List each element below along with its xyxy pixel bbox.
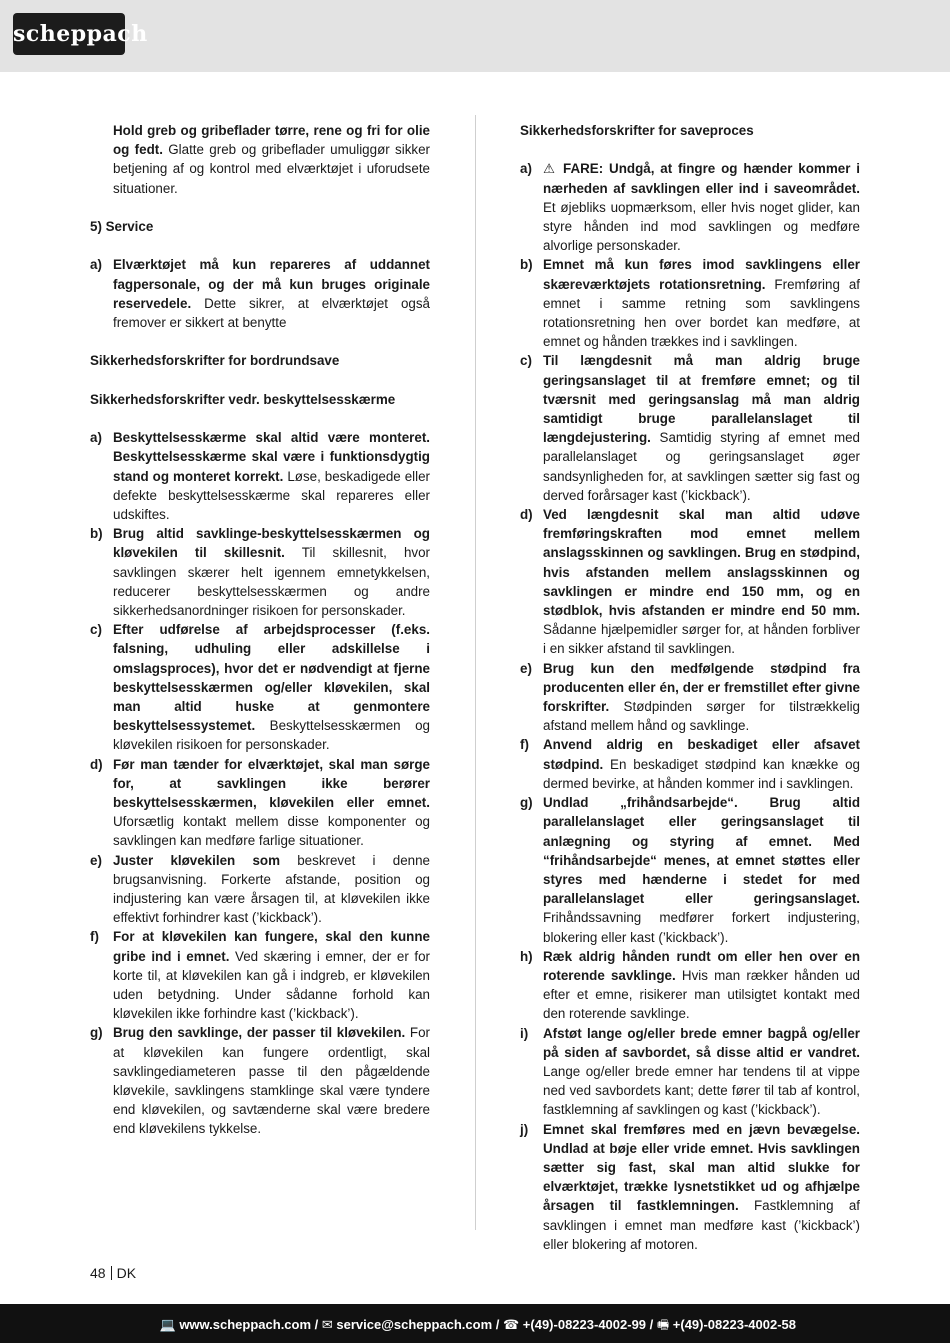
list-item-a: a) Beskyttelsesskærme skal altid være monteret. Beskyttelsesskærme skal være i funktionsdygtig stand og monteret korrekt. Løse, beskadigede eller defekte beskyttelsesskærme skal repareres eller udskiftes. bbox=[90, 430, 430, 522]
page-language: DK bbox=[116, 1265, 137, 1281]
list-item-e: e) Juster kløvekilen som beskrevet i denne brugsanvisning. Forkerte afstande, position og indjustering kan være årsagen til, at kløvekilen ikke effektivt forhindrer kast (’kickback’). bbox=[90, 852, 430, 926]
computer-icon: 💻 bbox=[159, 1317, 176, 1332]
service-item-a: a) Elværktøjet må kun repareres af uddannet fagpersonale, og der må kun bruges originale reservedele. Dette sikrer, at elværktøjet også fremover er sikkert at benytte bbox=[90, 257, 430, 330]
intro-bold: Hold greb og gribeflader tørre, rene og fri for olie og fedt. bbox=[113, 123, 430, 158]
column-divider bbox=[475, 115, 476, 1230]
list-item-c: c) Til længdesnit må man aldrig bruge geringsanslaget til at fremføre emnet; og til tværsnit med geringsanslag må man aldrig samtidigt bruge parallelanslaget til længdejustering. Samtidig styring af emnet med parallelanslaget og geringsanslaget øger sandsynligheden for, at savklingen sætter sig fast og derved forårsager kast (’kickback’). bbox=[520, 353, 860, 503]
list-item-d: d) Ved længdesnit skal man altid udøve fremføringskraften mod emnet mellem anslagsskinnen og savklingen. Brug en stødpind, hvis afstanden mellem anslagsskinnen og savklingen er mindre end 150 mm, og en stødblok, hvis afstanden er mindre end 50 mm. Sådanne hjælpemidler sørger for, at hånden forbliver i en sikker afstand til savklingen. bbox=[520, 507, 860, 657]
intro-paragraph bbox=[90, 121, 430, 198]
warning-icon: ⚠ bbox=[543, 161, 558, 177]
footer-website-link[interactable]: www.scheppach.com / bbox=[175, 1317, 322, 1332]
section-heading-beskyttelsesskaerme: Sikkerhedsforskrifter vedr. beskyttelsesskærme bbox=[90, 391, 396, 407]
list-item-f: f) Anvend aldrig en beskadiget eller afsavet stødpind. En beskadiget stødpind kan knække og dermed bevirke, at hånden kommer ind i savklingen. bbox=[520, 737, 860, 791]
list-item-h: h) Ræk aldrig hånden rundt om eller hen over en roterende savklinge. Hvis man rækker hånden ud efter et emne, risikerer man utilsigtet kontakt med den roterende savklinge. bbox=[520, 948, 860, 1022]
mail-icon: ✉ bbox=[321, 1317, 333, 1332]
fax-icon: 🖷 bbox=[656, 1317, 670, 1332]
page-header bbox=[0, 0, 950, 72]
footer-fax: +(49)-08223-4002-58 bbox=[669, 1317, 796, 1332]
footer-email-link[interactable]: service@scheppach.com / bbox=[332, 1317, 503, 1332]
left-column bbox=[90, 121, 430, 1139]
list-item-i: i) Afstøt lange og/eller brede emner bagpå og/eller på siden af savbordet, så disse altid er vandret. Lange og/eller brede emner har tendens til at vippe ned ved savbordets kant; dette fører til tab af kontrol, fastklemning af savklingen og kast (’kickback’). bbox=[520, 1025, 860, 1118]
item-label: a) bbox=[90, 257, 102, 273]
list-item-g: g) Brug den savklinge, der passer til kløvekilen. For at kløvekilen kan fungere ordentligt, skal savklingediameteren passe til den pågældende kløvekile, savklingens stamklinge skal være tyndere end kløvekilen, og savtænderne skal være bredere end kløvekilens tykkelse. bbox=[90, 1025, 430, 1137]
right-column bbox=[520, 121, 860, 1254]
list-item-b: b) Emnet må kun føres imod savklingens eller skæreværktøjets rotationsretning. Fremføring af emnet i samme retning som savklingens rotationsretning hen over bordet kan medføre, at emnet og hånden trækkes ind i savklingen. bbox=[520, 257, 860, 350]
scheppach-logo: scheppach bbox=[13, 13, 125, 55]
section-heading-saveproces: Sikkerhedsforskrifter for saveproces bbox=[520, 123, 754, 138]
section-heading-bordrundsave: Sikkerhedsforskrifter for bordrundsave bbox=[90, 353, 340, 369]
page-number bbox=[90, 1265, 136, 1281]
list-item-f: f) For at kløvekilen kan fungere, skal den kunne gribe ind i emnet. Ved skæring i emner, der er for korte til, at kløvekilen kan gå i indgreb, er kløvekilen uden betydning. Under sådanne forhold kan kløvekilen ikke forhindre kast (’kickback’). bbox=[90, 929, 430, 1022]
page-number-value: 48 bbox=[90, 1265, 106, 1281]
list-item-e: e) Brug kun den medfølgende stødpind fra producenten eller én, der er fremstillet efter givne forskrifter. Stødpinden sørger for tilstrækkelig afstand mellem hånd og savklinge. bbox=[520, 660, 860, 734]
list-item-g: g) Undlad „frihåndsarbejde“. Brug altid parallelanslaget eller geringsanslaget til anlægning og styring af emnet. Med “frihåndsarbejde“ menes, at emnet støttes eller styres med hænderne i stedet for med parallelanslaget eller geringsanslaget. Frihåndssavning medfører forkert indjustering, blokering eller kast (’kickback’). bbox=[520, 795, 860, 945]
list-item-j: j) Emnet skal fremføres med en jævn bevægelse. Undlad at bøje eller vride emnet. Hvis savklingen sætter sig fast, skal man altid slukke for elværktøjet, trække lysnetstikket ud og afhjælpe årsagen til fastklemningen. Fastklemning af savklingen i emnet man medføre kast (’kickback’) eller blokering af motoren. bbox=[520, 1121, 860, 1252]
page-number-separator bbox=[111, 1266, 112, 1280]
phone-icon: ☎ bbox=[502, 1317, 520, 1332]
footer-contact bbox=[160, 1316, 796, 1338]
list-item-a: a) ⚠ FARE: Undgå, at fingre og hænder kommer i nærheden af savklingen eller ind i saveområdet. Et øjebliks uopmærksom, eller hvis noget glider, kan styre hånden ind mod savklingen og medføre alvorlige personskader. bbox=[520, 161, 860, 254]
list-item-d: d) Før man tænder for elværktøjet, skal man sørge for, at savklingen ikke berører beskyttelsesskærmen, kløvekilen eller emnet. Uforsætlig kontakt mellem disse komponenter og savklingen kan medføre farlige situationer. bbox=[90, 756, 430, 849]
intro-text: Glatte greb og gribeflader umuliggør sikker betjening af og kontrol med elværktøjet i uforudsete situationer. bbox=[113, 142, 430, 196]
list-item-c: c) Efter udførelse af arbejdsprocesser (f.eks. falsning, udhuling eller adskillelse i omslagsproces), hvor det er nødvendigt at fjerne beskyttelsesskærmen og/eller kløvekilen, skal man altid huske at genmontere beskyttelsessystemet. Beskyttelsesskærmen og kløvekilen risikoen for personskader. bbox=[90, 622, 430, 753]
footer-phone: +(49)-08223-4002-99 / bbox=[519, 1317, 657, 1332]
page-footer bbox=[0, 1304, 950, 1343]
service-heading: 5) Service bbox=[90, 219, 154, 234]
list-item-b: b) Brug altid savklinge-beskyttelsesskærmen og kløvekilen til skillesnit. Til skillesnit, hvor savklingen skærer helt igennem emnetykkelsen, reducerer beskyttelsesskærmen og andre sikkerhedsanordninger risikoen for personskader. bbox=[90, 526, 430, 618]
